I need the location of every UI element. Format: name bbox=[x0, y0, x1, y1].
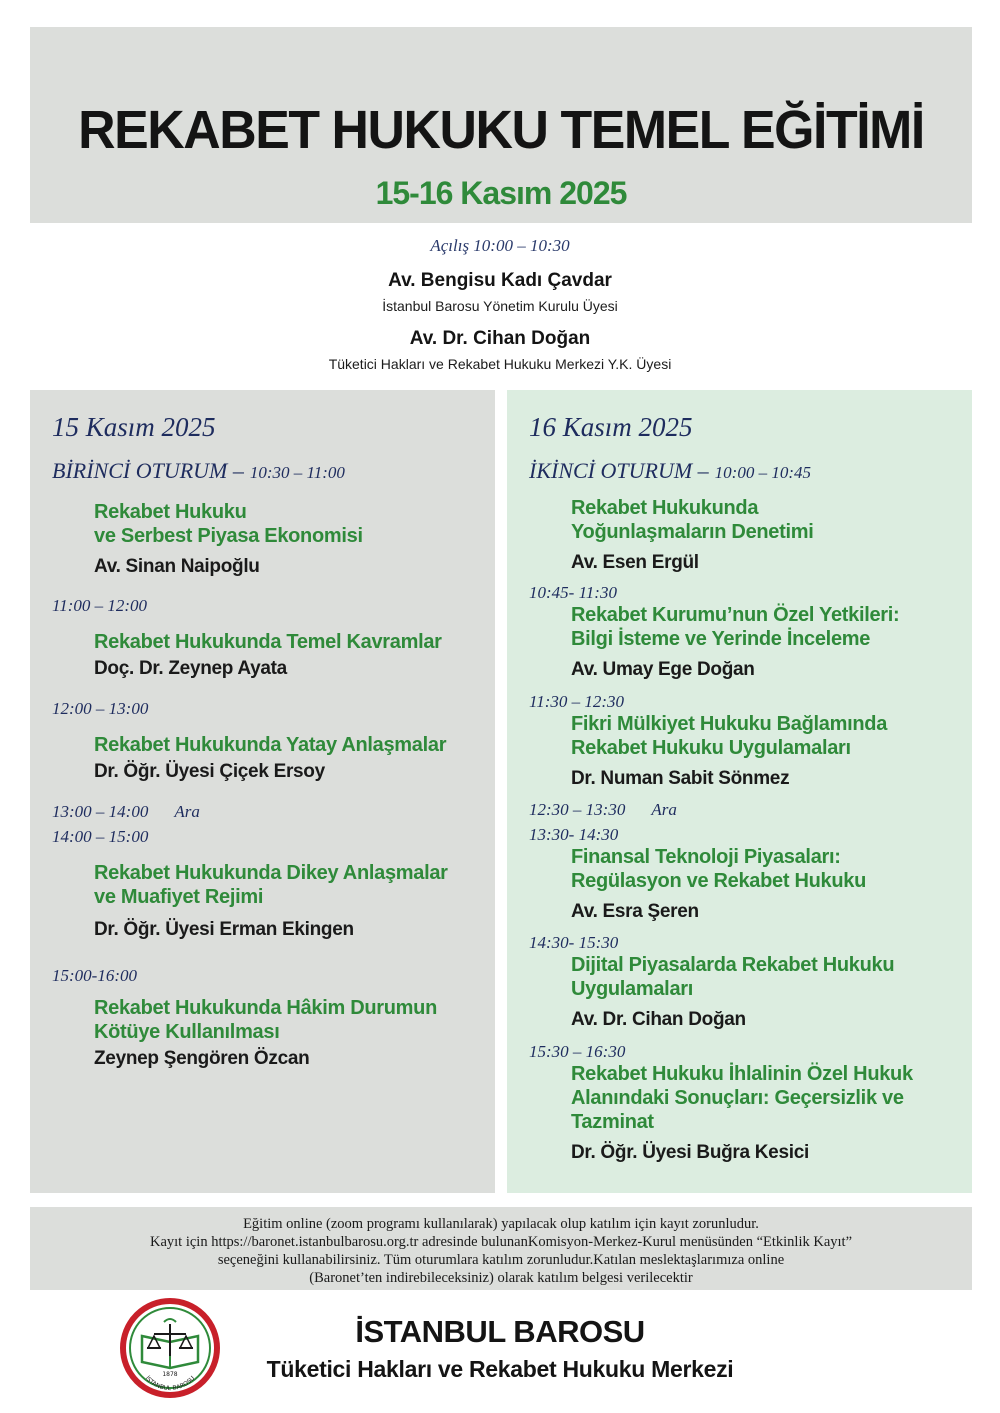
slot-topic: Uygulamaları bbox=[571, 978, 694, 1000]
slot-topic: Rekabet Hukukunda Dikey Anlaşmalar bbox=[94, 862, 448, 884]
day1-session-time: 10:30 – 11:00 bbox=[249, 463, 345, 482]
day2-column bbox=[507, 390, 972, 1193]
svg-text:İSTANBUL BAROSU: İSTANBUL BAROSU bbox=[143, 1374, 197, 1393]
slot-time: 12:00 – 13:00 bbox=[52, 699, 149, 718]
slot-topic: ve Serbest Piyasa Ekonomisi bbox=[94, 525, 363, 547]
slot-topic: Rekabet Hukukunda Hâkim Durumun bbox=[94, 997, 437, 1019]
opening-speaker-name: Av. Bengisu Kadı Çavdar bbox=[388, 270, 612, 291]
program-slot bbox=[52, 966, 485, 1070]
slot-speaker: Dr. Öğr. Üyesi Erman Ekingen bbox=[94, 919, 354, 940]
slot-speaker: Dr. Öğr. Üyesi Çiçek Ersoy bbox=[94, 761, 325, 782]
slot-topic: Rekabet Hukukunda Yatay Anlaşmalar bbox=[94, 734, 447, 756]
page-title: REKABET HUKUKU TEMEL EĞİTİMİ bbox=[78, 100, 924, 160]
slot-speaker: Dr. Öğr. Üyesi Buğra Kesici bbox=[571, 1142, 809, 1163]
day2-session-time: 10:00 – 10:45 bbox=[714, 463, 811, 482]
slot-topic: Tazminat bbox=[571, 1111, 654, 1133]
slot-topic: Kötüye Kullanılması bbox=[94, 1021, 280, 1043]
opening-speaker-name: Av. Dr. Cihan Doğan bbox=[409, 328, 591, 349]
slot-topic: Rekabet Hukuku Uygulamaları bbox=[571, 737, 851, 759]
program-slot bbox=[52, 827, 485, 941]
slot-topic: ve Muafiyet Rejimi bbox=[94, 886, 264, 908]
event-date: 15-16 Kasım 2025 bbox=[375, 175, 627, 211]
slot-time: 11:00 – 12:00 bbox=[52, 596, 148, 615]
svg-text:1878: 1878 bbox=[162, 1371, 178, 1378]
slot-topic: Rekabet Hukuku bbox=[94, 501, 247, 523]
program-slot bbox=[529, 496, 962, 574]
slot-topic: Bilgi İsteme ve Yerinde İnceleme bbox=[571, 628, 871, 650]
day1-session-label: BİRİNCİ OTURUM – bbox=[52, 458, 244, 483]
note-line: Eğitim online (zoom programı kullanılarak) yapılacak olup katılım için kayıt zorunludur. bbox=[243, 1216, 759, 1232]
org-name: İSTANBUL BAROSU bbox=[355, 1314, 645, 1349]
break-time: 12:30 – 13:30 Ara bbox=[529, 800, 677, 819]
slot-time: 11:30 – 12:30 bbox=[529, 692, 625, 711]
opening-time: Açılış 10:00 – 10:30 bbox=[430, 236, 570, 255]
break-slot bbox=[52, 802, 485, 822]
opening-speaker-role: Tüketici Hakları ve Rekabet Hukuku Merkezi Y.K. Üyesi bbox=[328, 356, 672, 372]
slot-time: 14:00 – 15:00 bbox=[52, 827, 149, 846]
slot-time: 15:30 – 16:30 bbox=[529, 1042, 626, 1061]
program-slot bbox=[529, 583, 962, 681]
header-banner bbox=[30, 27, 972, 223]
note-line: (Baronet’ten indirebileceksiniz) olarak katılım belgesi verilecektir bbox=[309, 1270, 693, 1286]
day1-date: 15 Kasım 2025 bbox=[52, 412, 216, 442]
slot-topic: Finansal Teknoloji Piyasaları: bbox=[571, 846, 841, 868]
program-slot bbox=[52, 500, 485, 578]
slot-speaker: Doç. Dr. Zeynep Ayata bbox=[94, 658, 287, 679]
program-slot bbox=[52, 699, 485, 783]
slot-speaker: Av. Umay Ege Doğan bbox=[571, 659, 755, 680]
slot-topic: Rekabet Hukukunda bbox=[571, 497, 759, 519]
program-slot bbox=[529, 825, 962, 923]
slot-topic: Regülasyon ve Rekabet Hukuku bbox=[571, 870, 867, 892]
slot-topic: Alanındaki Sonuçları: Geçersizlik ve bbox=[571, 1087, 904, 1109]
program-slot bbox=[529, 1042, 962, 1164]
slot-topic: Dijital Piyasalarda Rekabet Hukuku bbox=[571, 954, 895, 976]
day1-column bbox=[30, 390, 495, 1193]
break-time: 13:00 – 14:00 Ara bbox=[52, 802, 200, 821]
org-subtitle: Tüketici Hakları ve Rekabet Hukuku Merkezi bbox=[266, 1356, 734, 1382]
break-slot bbox=[529, 800, 962, 820]
slot-topic: Rekabet Kurumu’nun Özel Yetkileri: bbox=[571, 604, 900, 626]
note-line: seçeneğini kullanabilirsiniz. Tüm oturumlara katılım zorunludur.Katılan meslektaşlarımıza online bbox=[217, 1252, 785, 1268]
slot-speaker: Av. Dr. Cihan Doğan bbox=[571, 1009, 746, 1030]
program-slot bbox=[52, 596, 485, 680]
slot-time: 14:30- 15:30 bbox=[529, 933, 619, 952]
slot-time: 13:30- 14:30 bbox=[529, 825, 619, 844]
slot-time: 10:45- 11:30 bbox=[529, 583, 617, 602]
break-label: Ara bbox=[651, 800, 677, 819]
opening-speaker-role: İstanbul Barosu Yönetim Kurulu Üyesi bbox=[382, 298, 618, 314]
opening-section bbox=[0, 236, 1000, 386]
slot-speaker: Zeynep Şengören Özcan bbox=[94, 1048, 310, 1069]
slot-speaker: Av. Esra Şeren bbox=[571, 901, 699, 922]
day2-date: 16 Kasım 2025 bbox=[529, 412, 693, 442]
istanbul-barosu-logo-icon bbox=[120, 1298, 220, 1398]
day1-session-title bbox=[52, 458, 345, 484]
program-slot bbox=[529, 933, 962, 1031]
registration-note bbox=[30, 1207, 972, 1290]
slot-speaker: Av. Esen Ergül bbox=[571, 552, 699, 573]
slot-topic: Yoğunlaşmaların Denetimi bbox=[571, 521, 814, 543]
slot-speaker: Av. Sinan Naipoğlu bbox=[94, 556, 260, 577]
day2-session-label: İKİNCİ OTURUM – bbox=[529, 458, 709, 483]
note-line: Kayıt için https://baronet.istanbulbarosu.org.tr adresinde bulunanKomisyon-Merkez-Kurul menüsünden “Etkinlik Kayıt” bbox=[149, 1234, 853, 1250]
slot-topic: Fikri Mülkiyet Hukuku Bağlamında bbox=[571, 713, 888, 735]
slot-time: 15:00-16:00 bbox=[52, 966, 137, 985]
slot-topic: Rekabet Hukukunda Temel Kavramlar bbox=[94, 631, 442, 653]
day2-session-title bbox=[529, 458, 811, 484]
break-label: Ara bbox=[174, 802, 200, 821]
program-slot bbox=[529, 692, 962, 790]
slot-topic: Rekabet Hukuku İhlalinin Özel Hukuk bbox=[571, 1063, 913, 1085]
slot-speaker: Dr. Numan Sabit Sönmez bbox=[571, 768, 790, 789]
